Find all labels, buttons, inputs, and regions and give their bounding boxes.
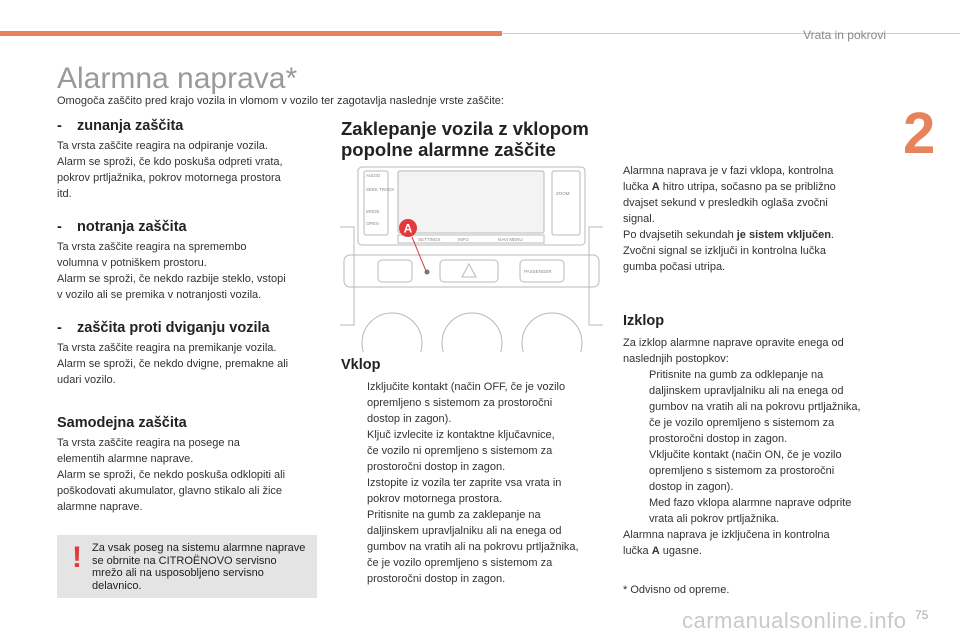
dashboard-figure bbox=[340, 165, 603, 352]
fig-label-seek: SEEK TRACK bbox=[366, 187, 395, 192]
warning-box bbox=[57, 535, 317, 598]
alarm-led-icon bbox=[425, 270, 430, 275]
section-body-dviganje: Ta vrsta zaščite reagira na premikanje vozila. Alarm se sproži, če nekdo dvigne, premakne ali udari vozilo. bbox=[57, 342, 289, 386]
izklop-intro: Za izklop alarmne naprave opravite enega od naslednjih postopkov: bbox=[623, 337, 844, 365]
fig-label-audio: AUDIO bbox=[366, 173, 381, 178]
list-item: Vključite kontakt (način ON, če je vozilo opremljeno s sistemom za prostoročni dostop in zagon). bbox=[649, 449, 842, 493]
chapter-number: 2 bbox=[903, 101, 936, 166]
fig-label-zoom: ZOOM bbox=[556, 191, 570, 196]
footnote: * Odvisno od opreme. bbox=[623, 584, 730, 596]
fig-label-navi: NAVI MENU bbox=[498, 237, 523, 242]
section-body-zunanja: Ta vrsta zaščite reagira na odpiranje vozila. Alarm se sproži, če kdo poskuša odpreti vrata, pokrov prtljažnika, pokrov motornega prostora itd. bbox=[57, 140, 283, 200]
page-intro: Omogoča zaščito pred krajo vozila in vlomom v vozilo ter zagotavlja naslednje vrste zaščite: bbox=[57, 95, 504, 107]
section-heading-zaklepanje: Zaklepanje vozila z vklopom popolne alarmne zaščite bbox=[341, 118, 589, 160]
list-item: Ključ izvlecite iz kontaktne ključavnice, če vozilo ni opremljeno s sistemom za prostoročni dostop in zagon. bbox=[367, 429, 555, 473]
list-item: Pritisnite na gumb za zaklepanje na daljinskem upravljalniku ali na enega od gumbov na vratih ali na pokrovu prtljažnika, če je vozilo opremljeno s sistemom za prostoročni dostop in zagon. bbox=[367, 509, 579, 585]
list-item: Pritisnite na gumb za odklepanje na daljinskem upravljalniku ali na enega od gumbov na vratih ali na pokrovu prtljažnika, če je vozilo opremljeno s sistemom za prostoročni dostop in zagon. bbox=[649, 369, 861, 445]
page-title: Alarmna naprava* bbox=[57, 62, 298, 95]
callout-letter: A bbox=[403, 221, 413, 236]
page-number: 75 bbox=[915, 608, 929, 622]
vklop-steps bbox=[341, 379, 616, 587]
left-column bbox=[57, 118, 322, 515]
izklop-steps bbox=[623, 367, 908, 527]
middle-heading bbox=[341, 118, 611, 160]
section-heading-samodejna: Samodejna zaščita bbox=[57, 415, 187, 431]
section-body-notranja: Ta vrsta zaščite reagira na spremembo volumna v potniškem prostoru. Alarm se sproži, če nekdo razbije steklo, vstopi v vozilo ali se premika v notranjosti vozila. bbox=[57, 241, 286, 301]
warning-icon: ! bbox=[72, 541, 82, 574]
running-head: Vrata in pokrovi bbox=[803, 28, 886, 42]
header-rule bbox=[502, 33, 960, 34]
list-item: Med fazo vklopa alarmne naprave odprite vrata ali pokrov prtljažnika. bbox=[649, 497, 852, 525]
fig-label-info: INFO bbox=[458, 237, 469, 242]
list-item: Izstopite iz vozila ter zaprite vsa vrata in pokrov motornega prostora. bbox=[367, 477, 562, 505]
fig-label-open: OPEN bbox=[366, 221, 379, 226]
list-item: Izključite kontakt (način OFF, če je vozilo opremljeno s sistemom za prostoročni dostop in zagon). bbox=[367, 381, 566, 425]
section-heading-vklop: Vklop bbox=[341, 357, 381, 373]
section-body-samodejna: Ta vrsta zaščite reagira na posege na elementih alarmne naprave. Alarm se sproži, če nekdo poskuša odklopiti ali poškodovati akumulator, glavno stikalo ali žice alarmne naprave. bbox=[57, 437, 286, 513]
fig-label-passenger: PASSENGER bbox=[524, 269, 552, 274]
section-heading-izklop: Izklop bbox=[623, 313, 665, 329]
section-heading-zunanja: - zunanja zaščita bbox=[57, 118, 184, 134]
izklop-section: Izklop Za izklop alarmne naprave opravite enega od naslednjih postopkov: Pritisnite na gumb za odklepanje na daljinskem upravljalniku ali na enega od gumbov na vratih ali na pokrovu prtljažnika, če je vozilo opremljeno s sistemom za prostoročni dostop in zagon. Vključite kontakt (način ON, če je vozilo opremljeno s sistemom za prostoročni dostop in zagon). Med fazo vklopa alarmne naprave odprite vrata ali pokrov prtljažnika. Alarmna naprava je izključena in kontrolna lučka A ugasne. bbox=[623, 313, 908, 559]
header-accent-bar bbox=[0, 31, 502, 36]
fig-label-settings: SETTINGS bbox=[418, 237, 441, 242]
watermark: carmanualsonline.info bbox=[682, 608, 907, 633]
section-heading-notranja: - notranja zaščita bbox=[57, 219, 187, 235]
fig-label-mode: MODE bbox=[366, 209, 380, 214]
warning-text: Za vsak poseg na sistemu alarmne naprave se obrnite na CITROËNOVO servisno mrežo ali na usposobljeno servisno delavnico. bbox=[92, 542, 306, 592]
section-heading-dviganje: - zaščita proti dviganju vozila bbox=[57, 320, 270, 336]
vklop-section bbox=[341, 357, 616, 587]
vklop-description: Alarmna naprava je v fazi vklopa, kontrolna lučka A hitro utripa, sočasno pa se približno dvajset sekund v presledkih oglaša zvočni signal. Po dvajsetih sekundah je sistem vključen. Zvočni signal se izključi in kontrolna lučka gumba počasi utripa. bbox=[623, 165, 836, 273]
